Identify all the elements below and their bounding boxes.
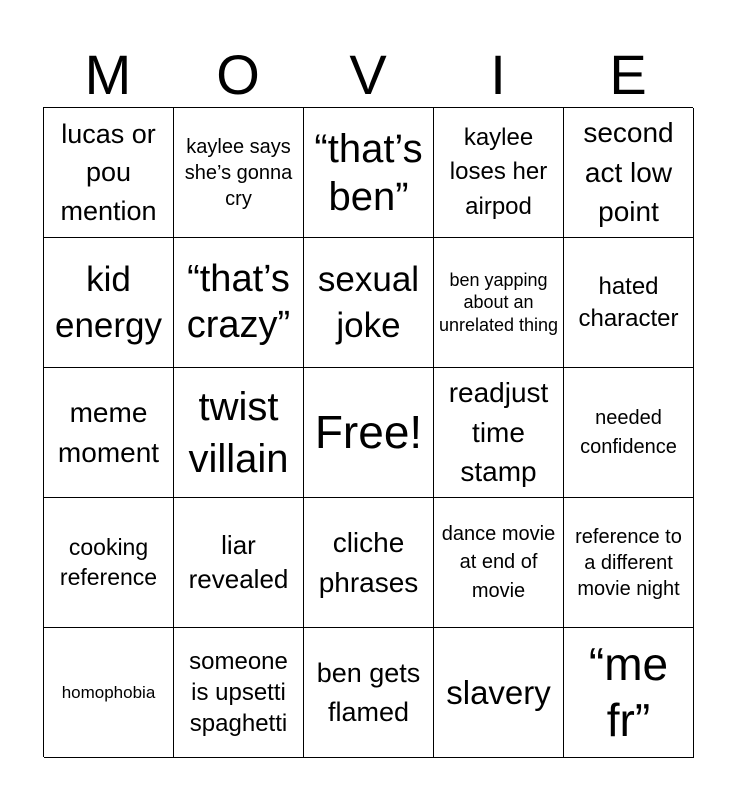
header-letter-o: O [216,43,260,106]
bingo-cell[interactable] [304,498,434,628]
cell-text: cliche phrases [318,526,419,598]
cell-text: homophobia [61,682,156,702]
cell-text: dance movie at end of movie [441,522,556,602]
bingo-cell[interactable] [564,498,694,628]
cell-text: cooking reference [59,533,158,590]
cell-text: meme moment [57,396,160,468]
cell-text: lucas or pou mention [60,119,157,226]
bingo-cell[interactable] [174,238,304,368]
cell-text: Free! [314,406,423,459]
cell-text: reference to a different movie night [575,525,682,600]
bingo-header [43,44,693,106]
bingo-cell[interactable] [174,368,304,498]
bingo-cell[interactable] [304,628,434,758]
bingo-cell[interactable] [564,628,694,758]
cell-text: “that’s ben” [314,126,423,219]
bingo-cell[interactable] [304,238,434,368]
bingo-cell[interactable] [174,498,304,628]
cell-text: sexual joke [317,260,420,345]
bingo-cell[interactable] [564,108,694,238]
cell-text: “me fr” [588,638,669,746]
bingo-cell[interactable] [434,498,564,628]
cell-text: hated character [578,273,679,332]
cell-text: kid energy [54,260,163,345]
cell-text: slavery [446,673,551,711]
header-letter-e: E [609,43,647,106]
header-letter-m: M [84,43,132,106]
bingo-cell[interactable] [44,238,174,368]
cell-text: twist villain [188,384,289,481]
bingo-cell[interactable] [44,628,174,758]
bingo-cell[interactable] [564,238,694,368]
cell-text: kaylee loses her airpod [449,124,548,220]
bingo-cell[interactable] [44,368,174,498]
bingo-cell[interactable] [304,368,434,498]
cell-text: ben gets flamed [316,658,421,727]
header-letter-v: V [349,43,387,106]
bingo-cell[interactable] [174,628,304,758]
bingo-cell[interactable] [434,628,564,758]
bingo-cell[interactable] [564,368,694,498]
bingo-cell[interactable] [434,368,564,498]
cell-text: kaylee says she’s gonna cry [184,135,293,210]
bingo-cell[interactable] [434,238,564,368]
bingo-board [43,107,693,757]
bingo-cell[interactable] [44,108,174,238]
bingo-cell[interactable] [44,498,174,628]
cell-text: someone is upsetti spaghetti [189,647,288,738]
bingo-cell[interactable] [304,108,434,238]
cell-text: ben yapping about an unrelated thing [438,269,559,335]
cell-text: needed confidence [580,407,677,458]
bingo-cell[interactable] [434,108,564,238]
cell-text: “that’s crazy” [186,257,291,346]
bingo-cell[interactable] [174,108,304,238]
cell-text: second act low point [583,116,674,228]
cell-text: readjust time stamp [448,376,549,488]
cell-text: liar revealed [188,529,289,594]
header-letter-i: I [490,43,506,106]
